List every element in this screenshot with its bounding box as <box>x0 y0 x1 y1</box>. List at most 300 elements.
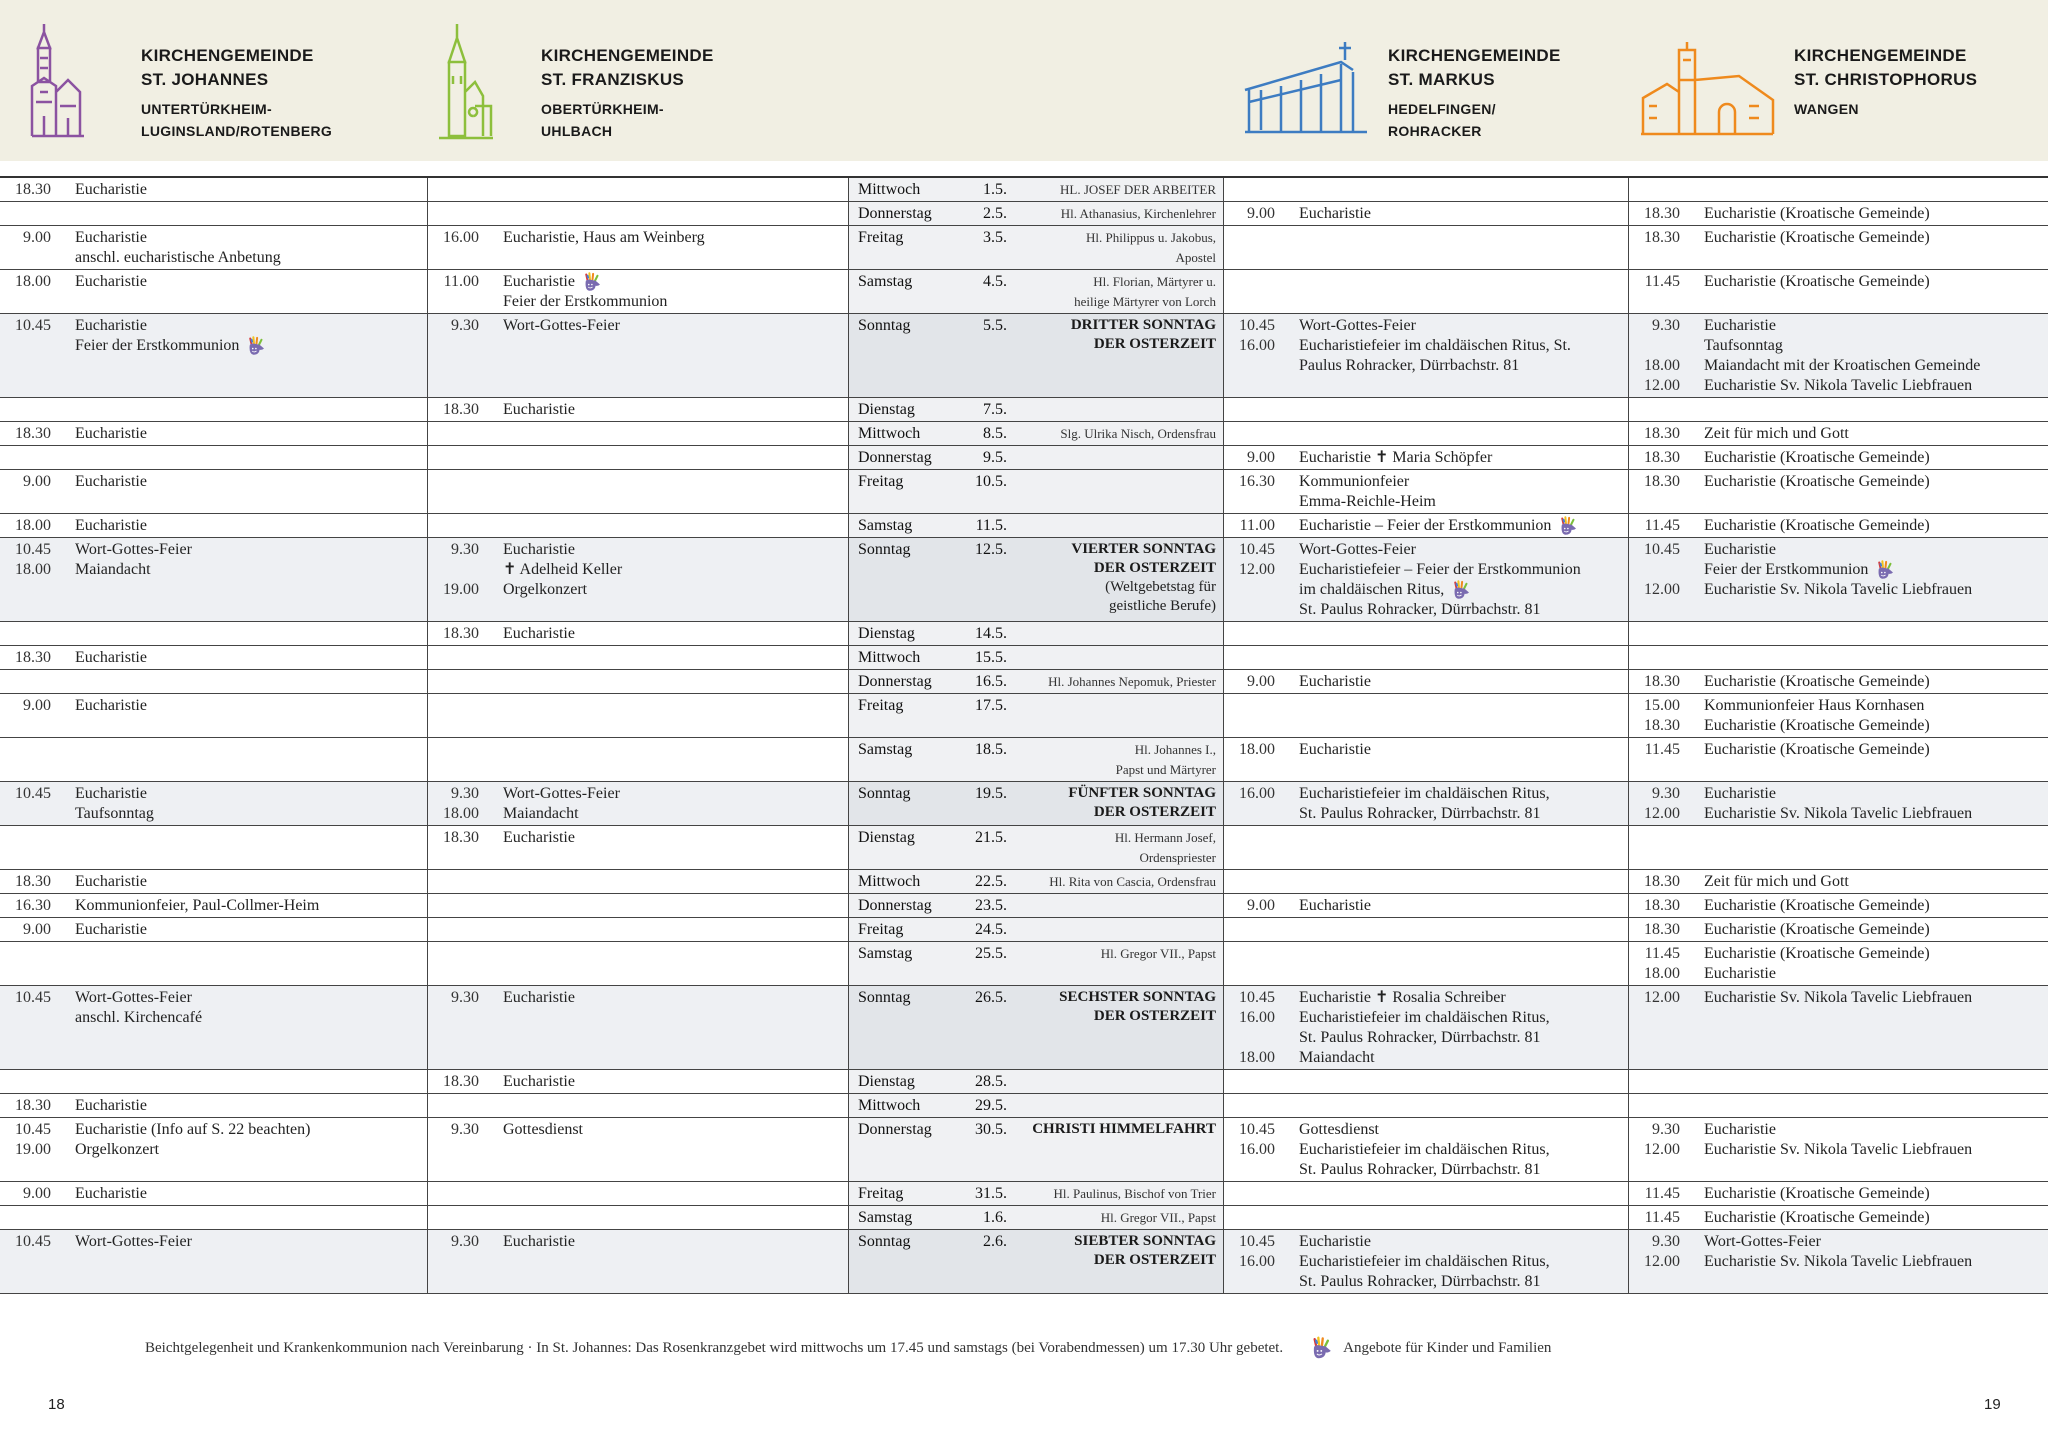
service-name: Eucharistie (Kroatische Gemeinde) <box>1704 921 1930 938</box>
weekday: Sonntag <box>858 317 911 334</box>
weekday: Sonntag <box>858 989 911 1006</box>
services-st-markus <box>1224 1230 1629 1293</box>
services-st-christophorus <box>1629 178 2048 201</box>
services-st-franziskus <box>428 178 849 201</box>
service-name: Maiandacht <box>75 561 151 578</box>
schedule-row <box>0 514 2048 538</box>
services-st-christophorus <box>1629 670 2048 693</box>
services-st-christophorus <box>1629 202 2048 225</box>
service-line <box>1224 1028 1628 1048</box>
service-time: 18.30 <box>15 181 51 198</box>
services-st-johannes <box>0 398 428 421</box>
day-cell <box>849 226 1224 269</box>
service-line <box>1629 1140 2048 1160</box>
weekday: Freitag <box>858 1185 904 1202</box>
feast-saint: Hl. Gregor VII., Papst <box>1100 946 1216 961</box>
weekday: Freitag <box>858 921 904 938</box>
service-name: Eucharistie ✝ Maria Schöpfer <box>1299 449 1493 466</box>
schedule-row <box>0 942 2048 986</box>
page-header <box>0 0 2048 161</box>
feast-block <box>1007 872 1216 892</box>
feast-note: (Weltgebetstag für <box>1105 579 1216 595</box>
services-st-johannes <box>0 202 428 225</box>
services-st-franziskus <box>428 670 849 693</box>
footer-note <box>145 1336 1551 1360</box>
service-time: 18.30 <box>1644 897 1680 914</box>
day-cell <box>849 514 1224 537</box>
service-name: Feier der Erstkommunion <box>1704 561 1869 578</box>
service-line <box>0 560 427 580</box>
service-name: Eucharistie <box>75 697 147 714</box>
services-st-johannes <box>0 1206 428 1229</box>
parish-name: ST. JOHANNES <box>141 70 269 89</box>
service-name: Wort-Gottes-Feier <box>75 989 192 1006</box>
services-st-christophorus <box>1629 918 2048 941</box>
feast-block <box>1007 204 1216 224</box>
service-time: 10.45 <box>1239 541 1275 558</box>
parish-title: KIRCHENGEMEINDE <box>141 46 314 65</box>
service-line <box>428 624 848 644</box>
service-line <box>1629 672 2048 692</box>
schedule-row <box>0 622 2048 646</box>
feast-title: DER OSTERZEIT <box>1093 336 1216 352</box>
services-st-johannes <box>0 178 428 201</box>
weekday: Mittwoch <box>858 181 921 198</box>
schedule-row <box>0 1206 2048 1230</box>
service-schedule-table <box>0 176 2048 1294</box>
service-line <box>0 784 427 804</box>
service-time: 18.00 <box>15 517 51 534</box>
services-st-franziskus <box>428 270 849 313</box>
service-line <box>428 292 848 312</box>
service-time: 18.30 <box>1644 873 1680 890</box>
service-name: Eucharistie <box>1299 673 1371 690</box>
service-time: 16.30 <box>15 897 51 914</box>
day-cell <box>849 782 1224 825</box>
services-st-franziskus <box>428 1182 849 1205</box>
services-st-johannes <box>0 646 428 669</box>
services-st-johannes <box>0 314 428 397</box>
service-name: Eucharistie <box>1299 1233 1371 1250</box>
service-line <box>0 336 427 356</box>
service-name: Maiandacht <box>503 805 579 822</box>
services-st-markus <box>1224 918 1629 941</box>
date: 10.5. <box>975 473 1007 490</box>
church-st-johannes-icon <box>30 22 86 138</box>
service-time: 9.30 <box>451 989 479 1006</box>
service-line <box>1224 448 1628 468</box>
service-name: Eucharistie <box>1299 897 1371 914</box>
service-time: 12.00 <box>1644 989 1680 1006</box>
service-time: 18.30 <box>1644 673 1680 690</box>
service-line <box>1224 204 1628 224</box>
service-time: 16.00 <box>1239 1253 1275 1270</box>
date: 17.5. <box>975 697 1007 714</box>
service-time: 18.30 <box>15 1097 51 1114</box>
feast-saint: Hl. Paulinus, Bischof von Trier <box>1053 1186 1216 1201</box>
service-line <box>1224 1160 1628 1180</box>
service-name: St. Paulus Rohracker, Dürrbachstr. 81 <box>1299 1161 1541 1178</box>
date: 23.5. <box>975 897 1007 914</box>
day-cell <box>849 738 1224 781</box>
services-st-johannes <box>0 1118 428 1181</box>
service-name: Zeit für mich und Gott <box>1704 873 1849 890</box>
day-cell <box>849 202 1224 225</box>
services-st-johannes <box>0 870 428 893</box>
service-name: Eucharistie <box>75 273 147 290</box>
feast-block <box>1007 988 1216 1068</box>
service-line <box>1224 672 1628 692</box>
feast-title: VIERTER SONNTAG <box>1071 541 1216 557</box>
feast-block <box>1007 180 1216 200</box>
services-st-christophorus <box>1629 270 2048 313</box>
services-st-franziskus <box>428 826 849 869</box>
weekday: Samstag <box>858 517 913 534</box>
service-name: Eucharistie <box>1704 785 1776 802</box>
service-name: St. Paulus Rohracker, Dürrbachstr. 81 <box>1299 1273 1541 1290</box>
services-st-johannes <box>0 918 428 941</box>
services-st-franziskus <box>428 986 849 1069</box>
day-cell <box>849 1070 1224 1093</box>
services-st-johannes <box>0 446 428 469</box>
feast-block <box>1007 672 1216 692</box>
services-st-christophorus <box>1629 226 2048 269</box>
service-line <box>428 560 848 580</box>
schedule-row <box>0 178 2048 202</box>
feast-block <box>1007 472 1216 512</box>
service-line <box>1629 896 2048 916</box>
service-line <box>1629 560 2048 580</box>
service-name: Eucharistie <box>503 625 575 642</box>
kids-family-icon <box>1311 1336 1333 1360</box>
services-st-christophorus <box>1629 694 2048 737</box>
feast-block <box>1007 1184 1216 1204</box>
service-time: 10.45 <box>15 541 51 558</box>
service-time: 18.30 <box>1644 921 1680 938</box>
service-line <box>1629 988 2048 1008</box>
service-time: 18.30 <box>15 873 51 890</box>
service-time: 18.00 <box>1644 357 1680 374</box>
weekday: Mittwoch <box>858 873 921 890</box>
service-time: 11.45 <box>1644 741 1680 758</box>
service-line <box>1224 560 1628 580</box>
weekday: Samstag <box>858 1209 913 1226</box>
feast-saint: Hl. Florian, Märtyrer u. <box>1093 274 1216 289</box>
day-cell <box>849 270 1224 313</box>
service-name: Eucharistie (Kroatische Gemeinde) <box>1704 1209 1930 1226</box>
kids-family-icon <box>1876 560 1895 580</box>
service-line <box>1224 540 1628 560</box>
services-st-christophorus <box>1629 646 2048 669</box>
weekday: Donnerstag <box>858 673 932 690</box>
service-line <box>1629 872 2048 892</box>
service-name: Eucharistie <box>503 273 575 290</box>
service-line <box>1224 600 1628 620</box>
feast-block <box>1007 448 1216 468</box>
service-name: Eucharistie <box>1299 205 1371 222</box>
services-st-christophorus <box>1629 538 2048 621</box>
service-time: 9.30 <box>451 1233 479 1250</box>
services-st-markus <box>1224 314 1629 397</box>
service-line <box>1224 516 1628 536</box>
service-line <box>1629 336 2048 356</box>
services-st-markus <box>1224 694 1629 737</box>
day-cell <box>849 446 1224 469</box>
schedule-row <box>0 1094 2048 1118</box>
service-line <box>1629 356 2048 376</box>
services-st-markus <box>1224 202 1629 225</box>
service-time: 9.30 <box>1652 785 1680 802</box>
services-st-christophorus <box>1629 738 2048 781</box>
service-time: 9.00 <box>23 229 51 246</box>
services-st-johannes <box>0 894 428 917</box>
date: 2.5. <box>983 205 1007 222</box>
services-st-christophorus <box>1629 1070 2048 1093</box>
feast-saint: Papst und Märtyrer <box>1115 762 1216 777</box>
service-line <box>1629 1232 2048 1252</box>
services-st-markus <box>1224 178 1629 201</box>
schedule-row <box>0 782 2048 826</box>
services-st-markus <box>1224 646 1629 669</box>
services-st-markus <box>1224 826 1629 869</box>
service-line <box>0 1008 427 1028</box>
schedule-row <box>0 670 2048 694</box>
service-time: 18.00 <box>443 805 479 822</box>
day-cell <box>849 1230 1224 1293</box>
weekday: Sonntag <box>858 1233 911 1250</box>
parish-title: KIRCHENGEMEINDE <box>1794 46 1967 65</box>
service-time: 9.00 <box>23 473 51 490</box>
services-st-franziskus <box>428 446 849 469</box>
weekday: Dienstag <box>858 1073 915 1090</box>
service-time: 9.00 <box>1247 449 1275 466</box>
day-cell <box>849 1206 1224 1229</box>
service-name: Eucharistie <box>503 1233 575 1250</box>
service-line <box>1224 336 1628 356</box>
service-name: im chaldäischen Ritus, <box>1299 581 1445 598</box>
service-line <box>1224 804 1628 824</box>
schedule-row <box>0 1182 2048 1206</box>
date: 14.5. <box>975 625 1007 642</box>
schedule-row <box>0 446 2048 470</box>
service-name: anschl. Kirchencafé <box>75 1009 203 1026</box>
service-line <box>1629 920 2048 940</box>
feast-block <box>1007 784 1216 824</box>
feast-block <box>1007 896 1216 916</box>
service-time: 18.30 <box>443 1073 479 1090</box>
feast-saint: Hl. Hermann Josef, <box>1114 830 1216 845</box>
service-name: Eucharistiefeier im chaldäischen Ritus, <box>1299 1141 1550 1158</box>
service-time: 19.00 <box>15 1141 51 1158</box>
service-line <box>0 1184 427 1204</box>
day-cell <box>849 894 1224 917</box>
schedule-row <box>0 870 2048 894</box>
feast-block <box>1007 624 1216 644</box>
service-line <box>1224 896 1628 916</box>
schedule-row <box>0 918 2048 942</box>
services-st-christophorus <box>1629 1182 2048 1205</box>
service-line <box>0 228 427 248</box>
services-st-johannes <box>0 1070 428 1093</box>
schedule-row <box>0 422 2048 446</box>
service-name: Eucharistie (Kroatische Gemeinde) <box>1704 473 1930 490</box>
parish-name: ST. MARKUS <box>1388 70 1495 89</box>
schedule-row <box>0 470 2048 514</box>
services-st-johannes <box>0 782 428 825</box>
service-line <box>1629 1184 2048 1204</box>
date: 21.5. <box>975 829 1007 846</box>
service-line <box>1629 964 2048 984</box>
date: 11.5. <box>975 517 1007 534</box>
service-line <box>0 896 427 916</box>
service-time: 9.30 <box>1652 1233 1680 1250</box>
schedule-row <box>0 1118 2048 1182</box>
schedule-row <box>0 202 2048 226</box>
services-st-johannes <box>0 538 428 621</box>
parish-name: ST. FRANZISKUS <box>541 70 685 89</box>
service-line <box>428 988 848 1008</box>
service-name: Eucharistiefeier im chaldäischen Ritus, <box>1299 785 1550 802</box>
service-name: Paulus Rohracker, Dürrbachstr. 81 <box>1299 357 1520 374</box>
services-st-franziskus <box>428 622 849 645</box>
feast-title: SECHSTER SONNTAG <box>1059 989 1216 1005</box>
services-st-franziskus <box>428 782 849 825</box>
feast-block <box>1007 1096 1216 1116</box>
feast-block <box>1007 400 1216 420</box>
services-st-markus <box>1224 1070 1629 1093</box>
weekday: Mittwoch <box>858 649 921 666</box>
service-time: 12.00 <box>1644 377 1680 394</box>
day-cell <box>849 942 1224 985</box>
service-line <box>1224 1140 1628 1160</box>
page-number-left: 18 <box>48 1396 65 1413</box>
day-cell <box>849 1182 1224 1205</box>
kids-family-icon <box>583 272 602 292</box>
service-time: 10.45 <box>1239 1233 1275 1250</box>
service-name: Eucharistie (Kroatische Gemeinde) <box>1704 1185 1930 1202</box>
service-name: Eucharistie <box>75 785 147 802</box>
weekday: Freitag <box>858 473 904 490</box>
service-line <box>0 316 427 336</box>
date: 7.5. <box>983 401 1007 418</box>
day-cell <box>849 178 1224 201</box>
service-name: Kommunionfeier Haus Kornhasen <box>1704 697 1925 714</box>
service-line <box>428 1232 848 1252</box>
date: 25.5. <box>975 945 1007 962</box>
service-line <box>428 1120 848 1140</box>
schedule-row <box>0 226 2048 270</box>
service-name: Orgelkonzert <box>75 1141 160 1158</box>
service-name: Eucharistie <box>75 1185 147 1202</box>
service-line <box>1629 804 2048 824</box>
services-st-markus <box>1224 398 1629 421</box>
feast-saint: Slg. Ulrika Nisch, Ordensfrau <box>1060 426 1216 441</box>
feast-saint: Hl. Johannes Nepomuk, Priester <box>1048 674 1216 689</box>
service-line <box>428 1072 848 1092</box>
feast-title: SIEBTER SONNTAG <box>1074 1233 1216 1249</box>
service-time: 16.00 <box>1239 337 1275 354</box>
service-name: Eucharistie (Kroatische Gemeinde) <box>1704 717 1930 734</box>
day-cell <box>849 670 1224 693</box>
service-line <box>1629 1208 2048 1228</box>
service-line <box>0 872 427 892</box>
service-time: 18.00 <box>15 273 51 290</box>
kids-legend-icon-holder <box>1311 1336 1343 1360</box>
services-st-christophorus <box>1629 1206 2048 1229</box>
service-line <box>1224 1048 1628 1068</box>
services-st-johannes <box>0 270 428 313</box>
service-name: Eucharistie (Kroatische Gemeinde) <box>1704 741 1930 758</box>
service-time: 18.30 <box>1644 205 1680 222</box>
service-time: 9.00 <box>23 1185 51 1202</box>
service-time: 11.45 <box>1644 517 1680 534</box>
feast-title: CHRISTI HIMMELFAHRT <box>1032 1121 1216 1137</box>
schedule-row <box>0 894 2048 918</box>
services-st-christophorus <box>1629 894 2048 917</box>
weekday: Donnerstag <box>858 897 932 914</box>
feast-note: geistliche Berufe) <box>1108 598 1216 614</box>
services-st-johannes <box>0 1182 428 1205</box>
services-st-johannes <box>0 986 428 1069</box>
service-name: Eucharistie <box>75 649 147 666</box>
service-line <box>0 1232 427 1252</box>
services-st-christophorus <box>1629 514 2048 537</box>
kids-legend-label: Angebote für Kinder und Familien <box>1343 1339 1552 1356</box>
services-st-markus <box>1224 738 1629 781</box>
date: 1.5. <box>983 181 1007 198</box>
services-st-markus <box>1224 514 1629 537</box>
services-st-franziskus <box>428 1230 849 1293</box>
service-name: Eucharistiefeier im chaldäischen Ritus, <box>1299 1253 1550 1270</box>
services-st-franziskus <box>428 870 849 893</box>
services-st-christophorus <box>1629 986 2048 1069</box>
service-name: Taufsonntag <box>1704 337 1783 354</box>
service-time: 12.00 <box>1644 805 1680 822</box>
parish-name: ST. CHRISTOPHORUS <box>1794 70 1978 89</box>
weekday: Freitag <box>858 697 904 714</box>
service-name: Emma-Reichle-Heim <box>1299 493 1436 510</box>
service-name: St. Paulus Rohracker, Dürrbachstr. 81 <box>1299 601 1541 618</box>
services-st-johannes <box>0 470 428 513</box>
service-time: 9.00 <box>1247 897 1275 914</box>
services-st-markus <box>1224 622 1629 645</box>
services-st-christophorus <box>1629 622 2048 645</box>
day-cell <box>849 398 1224 421</box>
service-name: Eucharistie <box>75 229 147 246</box>
feast-block <box>1007 1208 1216 1228</box>
services-st-johannes <box>0 826 428 869</box>
service-line <box>1629 580 2048 600</box>
footer-text: Beichtgelegenheit und Krankenkommunion nach Vereinbarung · In St. Johannes: Das Rosenkranzgebet wird mittwochs um 17.45 und samstags (bei Vorabendmessen) um 17.30 Uhr gebetet. <box>145 1339 1284 1356</box>
service-time: 11.00 <box>1239 517 1275 534</box>
date: 5.5. <box>983 317 1007 334</box>
feast-saint: Hl. Athanasius, Kirchenlehrer <box>1060 206 1216 221</box>
service-time: 18.00 <box>1239 741 1275 758</box>
service-time: 9.00 <box>23 921 51 938</box>
feast-block <box>1007 944 1216 984</box>
service-name: Feier der Erstkommunion <box>75 337 240 354</box>
service-line <box>1629 740 2048 760</box>
services-st-markus <box>1224 942 1629 985</box>
service-line <box>428 316 848 336</box>
service-name: Eucharistie (Kroatische Gemeinde) <box>1704 517 1930 534</box>
schedule-row <box>0 314 2048 398</box>
services-st-franziskus <box>428 1070 849 1093</box>
feast-block <box>1007 516 1216 536</box>
feast-title: DER OSTERZEIT <box>1093 560 1216 576</box>
services-st-markus <box>1224 270 1629 313</box>
service-time: 9.30 <box>451 785 479 802</box>
